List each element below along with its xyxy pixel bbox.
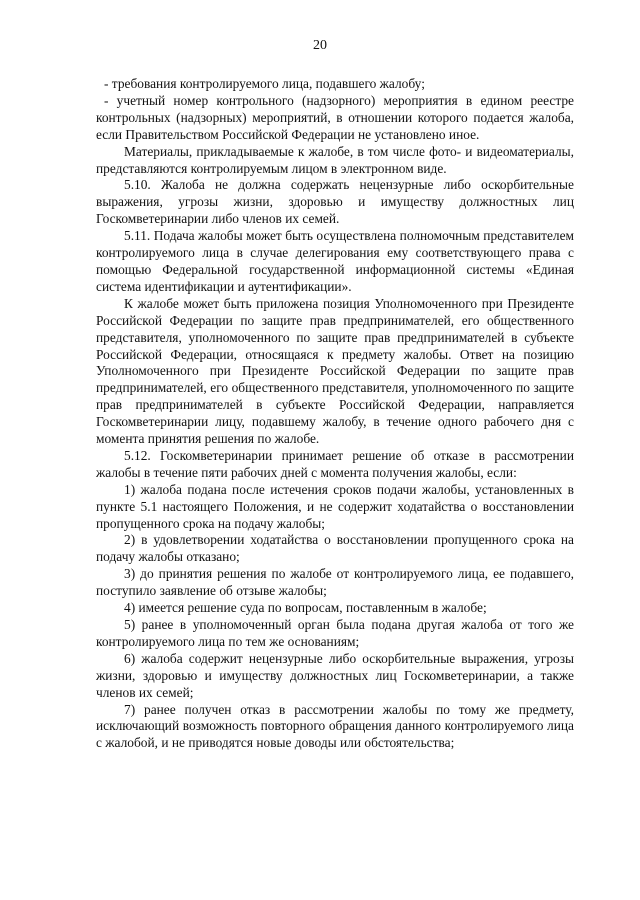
document-body — [96, 76, 574, 752]
paragraph-5-10: 5.10. Жалоба не должна содержать нецензурные либо оскорбительные выражения, угрозы жизни, здоровью и имуществу должностных лиц Госкомветеринарии либо членов их семей. — [96, 177, 574, 227]
paragraph-5-11: 5.11. Подача жалобы может быть осуществлена полномочным представителем контролируемого лица в случае делегирования ему соответствующего права с помощью Федеральной государственной информационной системы «Единая система идентификации и аутентификации». — [96, 228, 574, 294]
paragraph-ombudsman-position: К жалобе может быть приложена позиция Уполномоченного при Президенте Российской Федерации по защите прав предпринимателей, его общественного представителя, уполномоченного по защите прав предпринимателей в субъекте Российской Федерации, относящаяся к предмету жалобы. Ответ на позицию Уполномоченного при Президенте Российской Федерации по защите прав предпринимателей, его общественного представителя, уполномоченного по защите прав предпринимателей в субъекте Российской Федерации, направляется Госкомветеринарии лицу, подавшему жалобу, в течение одного рабочего дня с момента принятия решения по жалобе. — [96, 295, 574, 447]
paragraph-attachments: Материалы, прикладываемые к жалобе, в том числе фото- и видеоматериалы, представляются контролируемым лицом в электронном виде. — [96, 143, 574, 176]
list-item-5: 5) ранее в уполномоченный орган была подана другая жалоба от того же контролируемого лица по тем же основаниям; — [96, 617, 574, 649]
list-item-6: 6) жалоба содержит нецензурные либо оскорбительные выражения, угрозы жизни, здоровью и имуществу должностных лиц Госкомветеринарии, а также членов их семей; — [96, 650, 574, 700]
list-item-2: 2) в удовлетворении ходатайства о восстановлении пропущенного срока на подачу жалобы отказано; — [96, 532, 574, 565]
paragraph-complainant-requirements: - требования контролируемого лица, подавшего жалобу; — [104, 76, 425, 91]
list-item-4: 4) имеется решение суда по вопросам, поставленным в жалобе; — [124, 600, 487, 616]
paragraph-registry-number: - учетный номер контрольного (надзорного) мероприятия в едином реестре контрольных (надзорных) мероприятий, в отношении которого подается жалоба, если Правительством Российской Федерации не установлено иное. — [96, 92, 574, 142]
paragraph-5-12: 5.12. Госкомветеринарии принимает решение об отказе в рассмотрении жалобы в течение пяти рабочих дней с момента получения жалобы, если: — [96, 447, 574, 480]
page-number: 20 — [313, 38, 327, 53]
list-item-3: 3) до принятия решения по жалобе от контролируемого лица, ее подавшего, поступило заявление об отзыве жалобы; — [96, 566, 574, 599]
list-item-1: 1) жалоба подана после истечения сроков подачи жалобы, установленных в пункте 5.1 настоящего Положения, и не содержит ходатайства о восстановлении пропущенного срока на подачу жалобы; — [96, 481, 574, 531]
list-item-7: 7) ранее получен отказ в рассмотрении жалобы по тому же предмету, исключающий возможность повторного обращения данного контролируемого лица с жалобой, и не приводятся новые доводы или обстоятельства; — [96, 701, 574, 751]
